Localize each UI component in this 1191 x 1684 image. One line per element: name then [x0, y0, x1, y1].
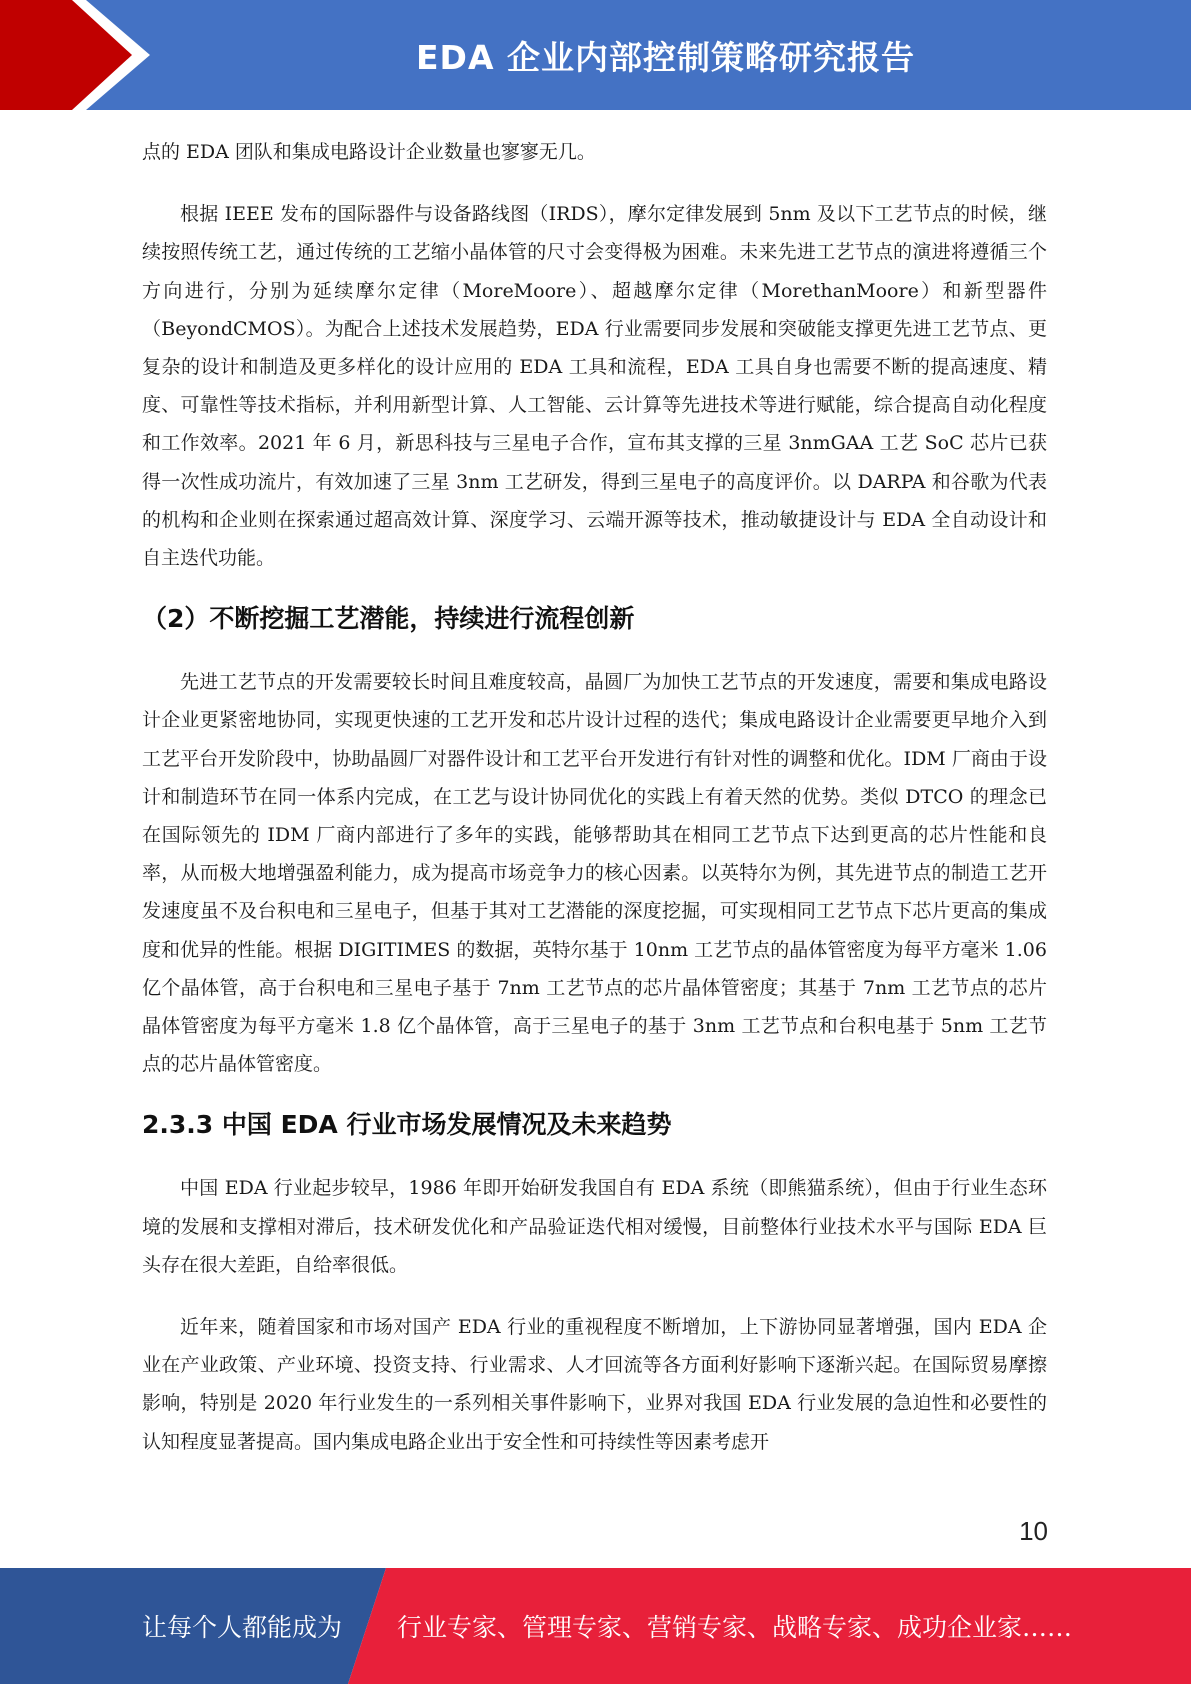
paragraph: 近年来，随着国家和市场对国产 EDA 行业的重视程度不断增加，上下游协同显著增强，国内 EDA 企业在产业政策、产业环境、投资支持、行业需求、人才回流等各方面利好影响下逐渐兴起。在国际贸易摩擦影响，特别是 2020 年行业发生的一系列相关事件影响下，业界对我国 EDA 行业发展的急迫性和必要性的认知程度显著提高。国内集成电路企业出于安全性和可持续性等因素考虑开	[142, 1316, 1047, 1453]
document-title: EDA 企业内部控制策略研究报告	[416, 37, 915, 77]
footer-slogan-left: 让每个人都能成为	[142, 1613, 343, 1642]
paragraph: 点的 EDA 团队和集成电路设计企业数量也寥寥无几。	[142, 141, 596, 163]
footer-slogan-right: 行业专家、管理专家、营销专家、战略专家、成功企业家……	[397, 1613, 1073, 1642]
section-heading: 2.3.3 中国 EDA 行业市场发展情况及未来趋势	[142, 1110, 672, 1140]
paragraph: 根据 IEEE 发布的国际器件与设备路线图（IRDS），摩尔定律发展到 5nm 及以下工艺节点的时候，继续按照传统工艺，通过传统的工艺缩小晶体管的尺寸会变得极为困难。未来先进工艺节点的演进将遵循三个方向进行，分别为延续摩尔定律（MoreMoore）、超越摩尔定律（MorethanMoore）和新型器件（BeyondCMOS）。为配合上述技术发展趋势，EDA 行业需要同步发展和突破能支撑更先进工艺节点、更复杂的设计和制造及更多样化的设计应用的 EDA 工具和流程，EDA 工具自身也需要不断的提高速度、精度、可靠性等技术指标，并利用新型计算、人工智能、云计算等先进技术等进行赋能，综合提高自动化程度和工作效率。2021 年 6 月，新思科技与三星电子合作，宣布其支撑的三星 3nmGAA 工艺 SoC 芯片已获得一次性成功流片，有效加速了三星 3nm 工艺研发，得到三星电子的高度评价。以 DARPA 和谷歌为代表的机构和企业则在探索通过超高效计算、深度学习、云端开源等技术，推动敏捷设计与 EDA 全自动设计和自主迭代功能。	[142, 203, 1047, 570]
header-arrow-decoration	[0, 0, 160, 110]
paragraph: 先进工艺节点的开发需要较长时间且难度较高，晶圆厂为加快工艺节点的开发速度，需要和集成电路设计企业更紧密地协同，实现更快速的工艺开发和芯片设计过程的迭代；集成电路设计企业需要更早地介入到工艺平台开发阶段中，协助晶圆厂对器件设计和工艺平台开发进行有针对性的调整和优化。IDM 厂商由于设计和制造环节在同一体系内完成，在工艺与设计协同优化的实践上有着天然的优势。类似 DTCO 的理念已在国际领先的 IDM 厂商内部进行了多年的实践，能够帮助其在相同工艺节点下达到更高的芯片性能和良率，从而极大地增强盈利能力，成为提高市场竞争力的核心因素。以英特尔为例，其先进节点的制造工艺开发速度虽不及台积电和三星电子，但基于其对工艺潜能的深度挖掘，可实现相同工艺节点下芯片更高的集成度和优异的性能。根据 DIGITIMES 的数据，英特尔基于 10nm 工艺节点的晶体管密度为每平方毫米 1.06 亿个晶体管，高于台积电和三星电子基于 7nm 工艺节点的芯片晶体管密度；其基于 7nm 工艺节点的芯片晶体管密度为每平方毫米 1.8 亿个晶体管，高于三星电子的基于 3nm 工艺节点和台积电基于 5nm 工艺节点的芯片晶体管密度。	[142, 671, 1047, 1076]
document-body	[142, 133, 1047, 1461]
page-number: 10	[1019, 1516, 1048, 1546]
page-footer	[0, 1568, 1191, 1684]
paragraph: 中国 EDA 行业起步较早，1986 年即开始研发我国自有 EDA 系统（即熊猫系统），但由于行业生态环境的发展和支撑相对滞后，技术研发优化和产品验证迭代相对缓慢，目前整体行业技术水平与国际 EDA 巨头存在很大差距，自给率很低。	[142, 1177, 1047, 1276]
page-header	[0, 0, 1191, 110]
section-heading: （2）不断挖掘工艺潜能，持续进行流程创新	[142, 604, 635, 634]
